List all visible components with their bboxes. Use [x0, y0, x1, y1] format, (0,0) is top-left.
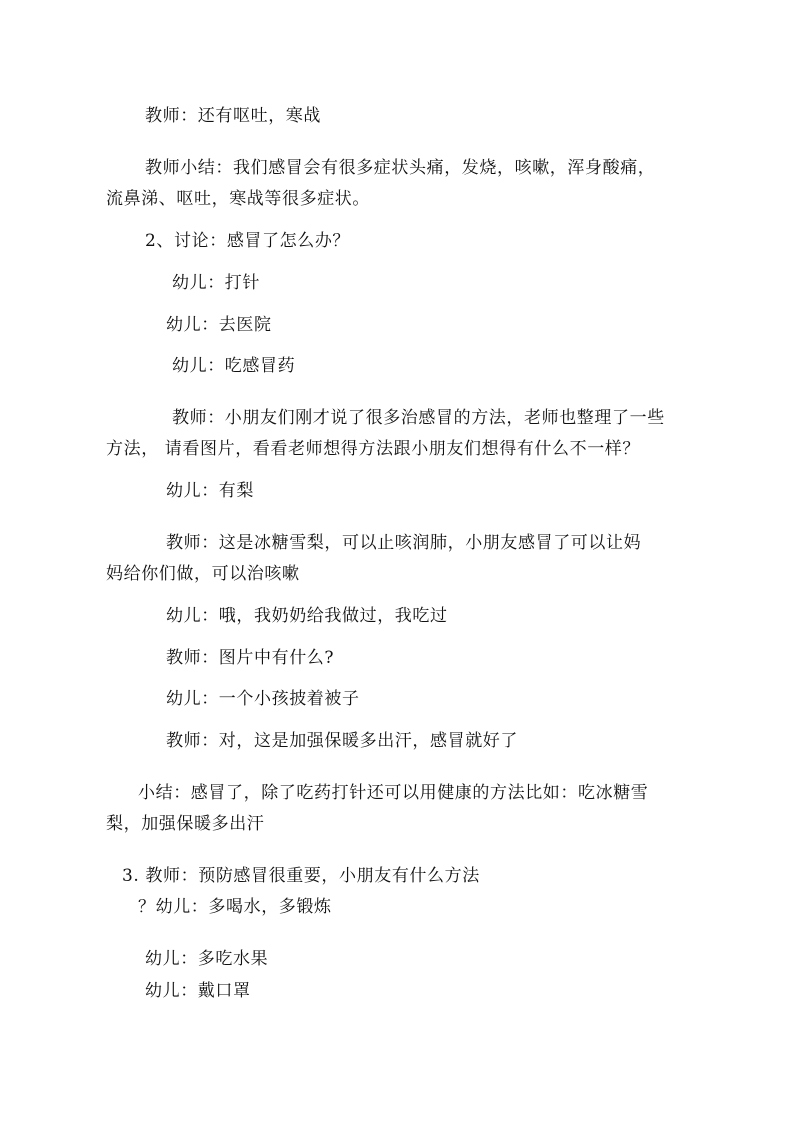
child-answer-medicine: 幼儿：吃感冒药: [172, 356, 296, 376]
teacher-warm-sweat-line: 教师：对，这是加强保暖多出汗，感冒就好了: [166, 731, 518, 751]
child-answer-injection: 幼儿：打针: [172, 273, 260, 293]
child-answer-fruit: 幼儿：多吃水果: [145, 949, 269, 969]
child-answer-blanket: 幼儿：一个小孩披着被子: [166, 689, 360, 709]
teacher-pear-line-1: 教师：这是冰糖雪梨，可以止咳润肺，小朋友感冒了可以让妈: [166, 533, 642, 553]
teacher-methods-line-1: 教师：小朋友们刚才说了很多治感冒的方法，老师也整理了一些: [172, 408, 665, 428]
child-answer-mask: 幼儿：戴口罩: [145, 981, 251, 1001]
teacher-picture-question: 教师：图片中有什么?: [166, 648, 335, 668]
teacher-line-vomiting-chills: 教师：还有呕吐，寒战: [145, 106, 321, 126]
summary-line-1: 小结：感冒了，除了吃药打针还可以用健康的方法比如：吃冰糖雪: [138, 783, 649, 803]
teacher-summary-line-2: 流鼻涕、呕吐，寒战等很多症状。: [106, 189, 370, 209]
child-answer-hospital: 幼儿：去医院: [166, 315, 272, 335]
child-answer-grandma: 幼儿：哦，我奶奶给我做过，我吃过: [166, 606, 448, 626]
teacher-pear-line-2: 妈给你们做，可以治咳嗽: [106, 564, 300, 584]
discussion-heading: 2、讨论：感冒了怎么办？: [145, 231, 351, 251]
prevention-question-line: 3. 教师：预防感冒很重要，小朋友有什么方法: [122, 866, 480, 886]
teacher-methods-line-2: 方法， 请看图片，看看老师想得方法跟小朋友们想得有什么不一样？: [106, 439, 641, 459]
summary-line-2: 梨，加强保暖多出汗: [106, 814, 265, 834]
child-answer-water-exercise: ？幼儿：多喝水，多锻炼: [138, 897, 332, 917]
child-answer-pear: 幼儿：有梨: [166, 481, 254, 501]
teacher-summary-line-1: 教师小结：我们感冒会有很多症状头痛，发烧，咳嗽，浑身酸痛，: [145, 158, 656, 178]
